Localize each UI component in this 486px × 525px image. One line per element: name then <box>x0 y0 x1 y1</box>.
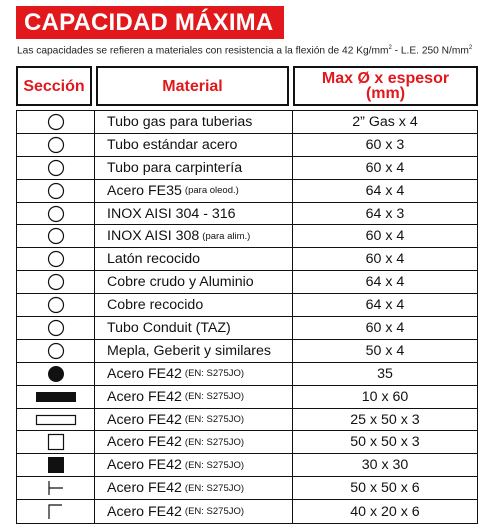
capacity-cell: 30 x 30 <box>361 457 409 474</box>
capacity-cell: 60 x 4 <box>365 159 405 176</box>
material-cell <box>95 340 293 362</box>
capacity-cell: 64 x 4 <box>365 297 405 314</box>
capacity-cell: 35 <box>377 365 393 382</box>
material-cell <box>95 363 293 385</box>
capacity-cell: 64 x 4 <box>365 182 405 199</box>
material-name: Acero FE42 <box>107 480 182 497</box>
note-sup: 2 <box>468 45 473 51</box>
angle-profile-icon <box>17 500 95 523</box>
table-row <box>17 134 477 157</box>
table-row <box>17 409 477 432</box>
material-name: Tubo estándar acero <box>107 136 238 153</box>
material-name: Latón recocido <box>107 251 201 268</box>
capacity-cell: 60 x 4 <box>365 251 405 268</box>
square-filled-icon <box>17 454 95 476</box>
capacity-cell: 50 x 50 x 6 <box>350 480 420 497</box>
material-name: Acero FE42 <box>107 411 182 428</box>
table-row <box>17 454 477 477</box>
material-cell <box>95 180 293 202</box>
material-cell <box>95 203 293 225</box>
table-row <box>17 431 477 454</box>
material-name: Acero FE42 <box>107 457 182 474</box>
circle-outline-icon <box>17 134 95 156</box>
material-name: INOX AISI 308 <box>107 228 200 245</box>
capacity-cell: 10 x 60 <box>361 388 409 405</box>
material-name: Acero FE42 <box>107 503 182 520</box>
table-row <box>17 340 477 363</box>
table-row <box>17 500 477 523</box>
material-note: (EN: S275JO) <box>184 482 245 494</box>
material-cell <box>95 500 293 523</box>
table-row <box>17 111 477 134</box>
table-body <box>16 110 478 524</box>
table-row <box>17 477 477 500</box>
capacity-cell: 50 x 4 <box>365 342 405 359</box>
material-cell <box>95 157 293 179</box>
material-name: Acero FE42 <box>107 434 182 451</box>
table-row <box>17 386 477 409</box>
table-row <box>17 248 477 271</box>
table-row <box>17 317 477 340</box>
circle-outline-icon <box>17 294 95 316</box>
material-note: (EN: S275JO) <box>184 414 245 426</box>
material-name: Mepla, Geberit y similares <box>107 342 271 359</box>
capacity-cell: 50 x 50 x 3 <box>350 434 420 451</box>
note-text: Las capacidades se refieren a materiales con resistencia a la flexión de 42 Kg/mm <box>17 45 389 57</box>
note-sup: 2 <box>388 45 392 51</box>
table-row <box>17 180 477 203</box>
t-profile-icon <box>17 477 95 499</box>
capacity-cell: 2” Gas x 4 <box>352 113 418 130</box>
capacity-cell: 64 x 3 <box>365 205 405 222</box>
circle-outline-icon <box>17 225 95 247</box>
material-cell <box>95 271 293 293</box>
capacity-table <box>16 66 478 524</box>
material-cell <box>95 294 293 316</box>
circle-outline-icon <box>17 157 95 179</box>
material-name: Cobre recocido <box>107 297 204 314</box>
circle-outline-icon <box>17 203 95 225</box>
capacity-cell: 64 x 4 <box>365 274 405 291</box>
page-title: CAPACIDAD MÁXIMA <box>24 9 274 36</box>
table-row <box>17 294 477 317</box>
capacity-cell: 40 x 20 x 6 <box>350 503 420 520</box>
circle-filled-icon <box>17 363 95 385</box>
header-section: Sección <box>16 66 92 106</box>
table-row <box>17 271 477 294</box>
flat-bar-filled-icon <box>17 386 95 408</box>
material-name: Acero FE42 <box>107 365 182 382</box>
material-note: (EN: S275JO) <box>184 459 245 471</box>
material-cell <box>95 225 293 247</box>
material-cell <box>95 386 293 408</box>
circle-outline-icon <box>17 271 95 293</box>
material-note: (EN: S275JO) <box>184 436 245 448</box>
material-cell <box>95 431 293 453</box>
table-header <box>16 66 478 106</box>
material-cell <box>95 111 293 133</box>
material-cell <box>95 248 293 270</box>
material-name: INOX AISI 304 - 316 <box>107 205 236 222</box>
material-name: Tubo gas para tuberias <box>107 113 253 130</box>
capacity-cell: 25 x 50 x 3 <box>350 411 420 428</box>
material-cell <box>95 317 293 339</box>
circle-outline-icon <box>17 180 95 202</box>
circle-outline-icon <box>17 340 95 362</box>
circle-outline-icon <box>17 317 95 339</box>
circle-outline-icon <box>17 111 95 133</box>
title-bar <box>16 6 284 39</box>
material-note: (para alim.) <box>202 230 251 242</box>
material-cell <box>95 477 293 499</box>
material-note: (EN: S275JO) <box>184 368 245 380</box>
material-name: Tubo Conduit (TAZ) <box>107 319 231 336</box>
header-capacity: Max Ø x espesor (mm) <box>293 66 478 106</box>
rect-tube-outline-icon <box>17 409 95 431</box>
table-row <box>17 225 477 248</box>
capacity-note <box>17 45 477 56</box>
material-note: (para oleod.) <box>184 185 239 197</box>
material-name: Acero FE35 <box>107 182 182 199</box>
table-row <box>17 203 477 226</box>
header-material: Material <box>96 66 289 106</box>
material-cell <box>95 409 293 431</box>
note-text: - L.E. 250 N/mm <box>391 45 469 57</box>
capacity-cell: 60 x 3 <box>365 136 405 153</box>
table-row <box>17 363 477 386</box>
capacity-cell: 60 x 4 <box>365 228 405 245</box>
table-row <box>17 157 477 180</box>
material-note: (EN: S275JO) <box>184 391 245 403</box>
material-name: Acero FE42 <box>107 388 182 405</box>
material-note: (EN: S275JO) <box>184 506 245 518</box>
material-cell <box>95 134 293 156</box>
material-name: Tubo para carpintería <box>107 159 243 176</box>
capacity-cell: 60 x 4 <box>365 319 405 336</box>
square-tube-outline-icon <box>17 431 95 453</box>
material-cell <box>95 454 293 476</box>
material-name: Cobre crudo y Aluminio <box>107 274 254 291</box>
circle-outline-icon <box>17 248 95 270</box>
